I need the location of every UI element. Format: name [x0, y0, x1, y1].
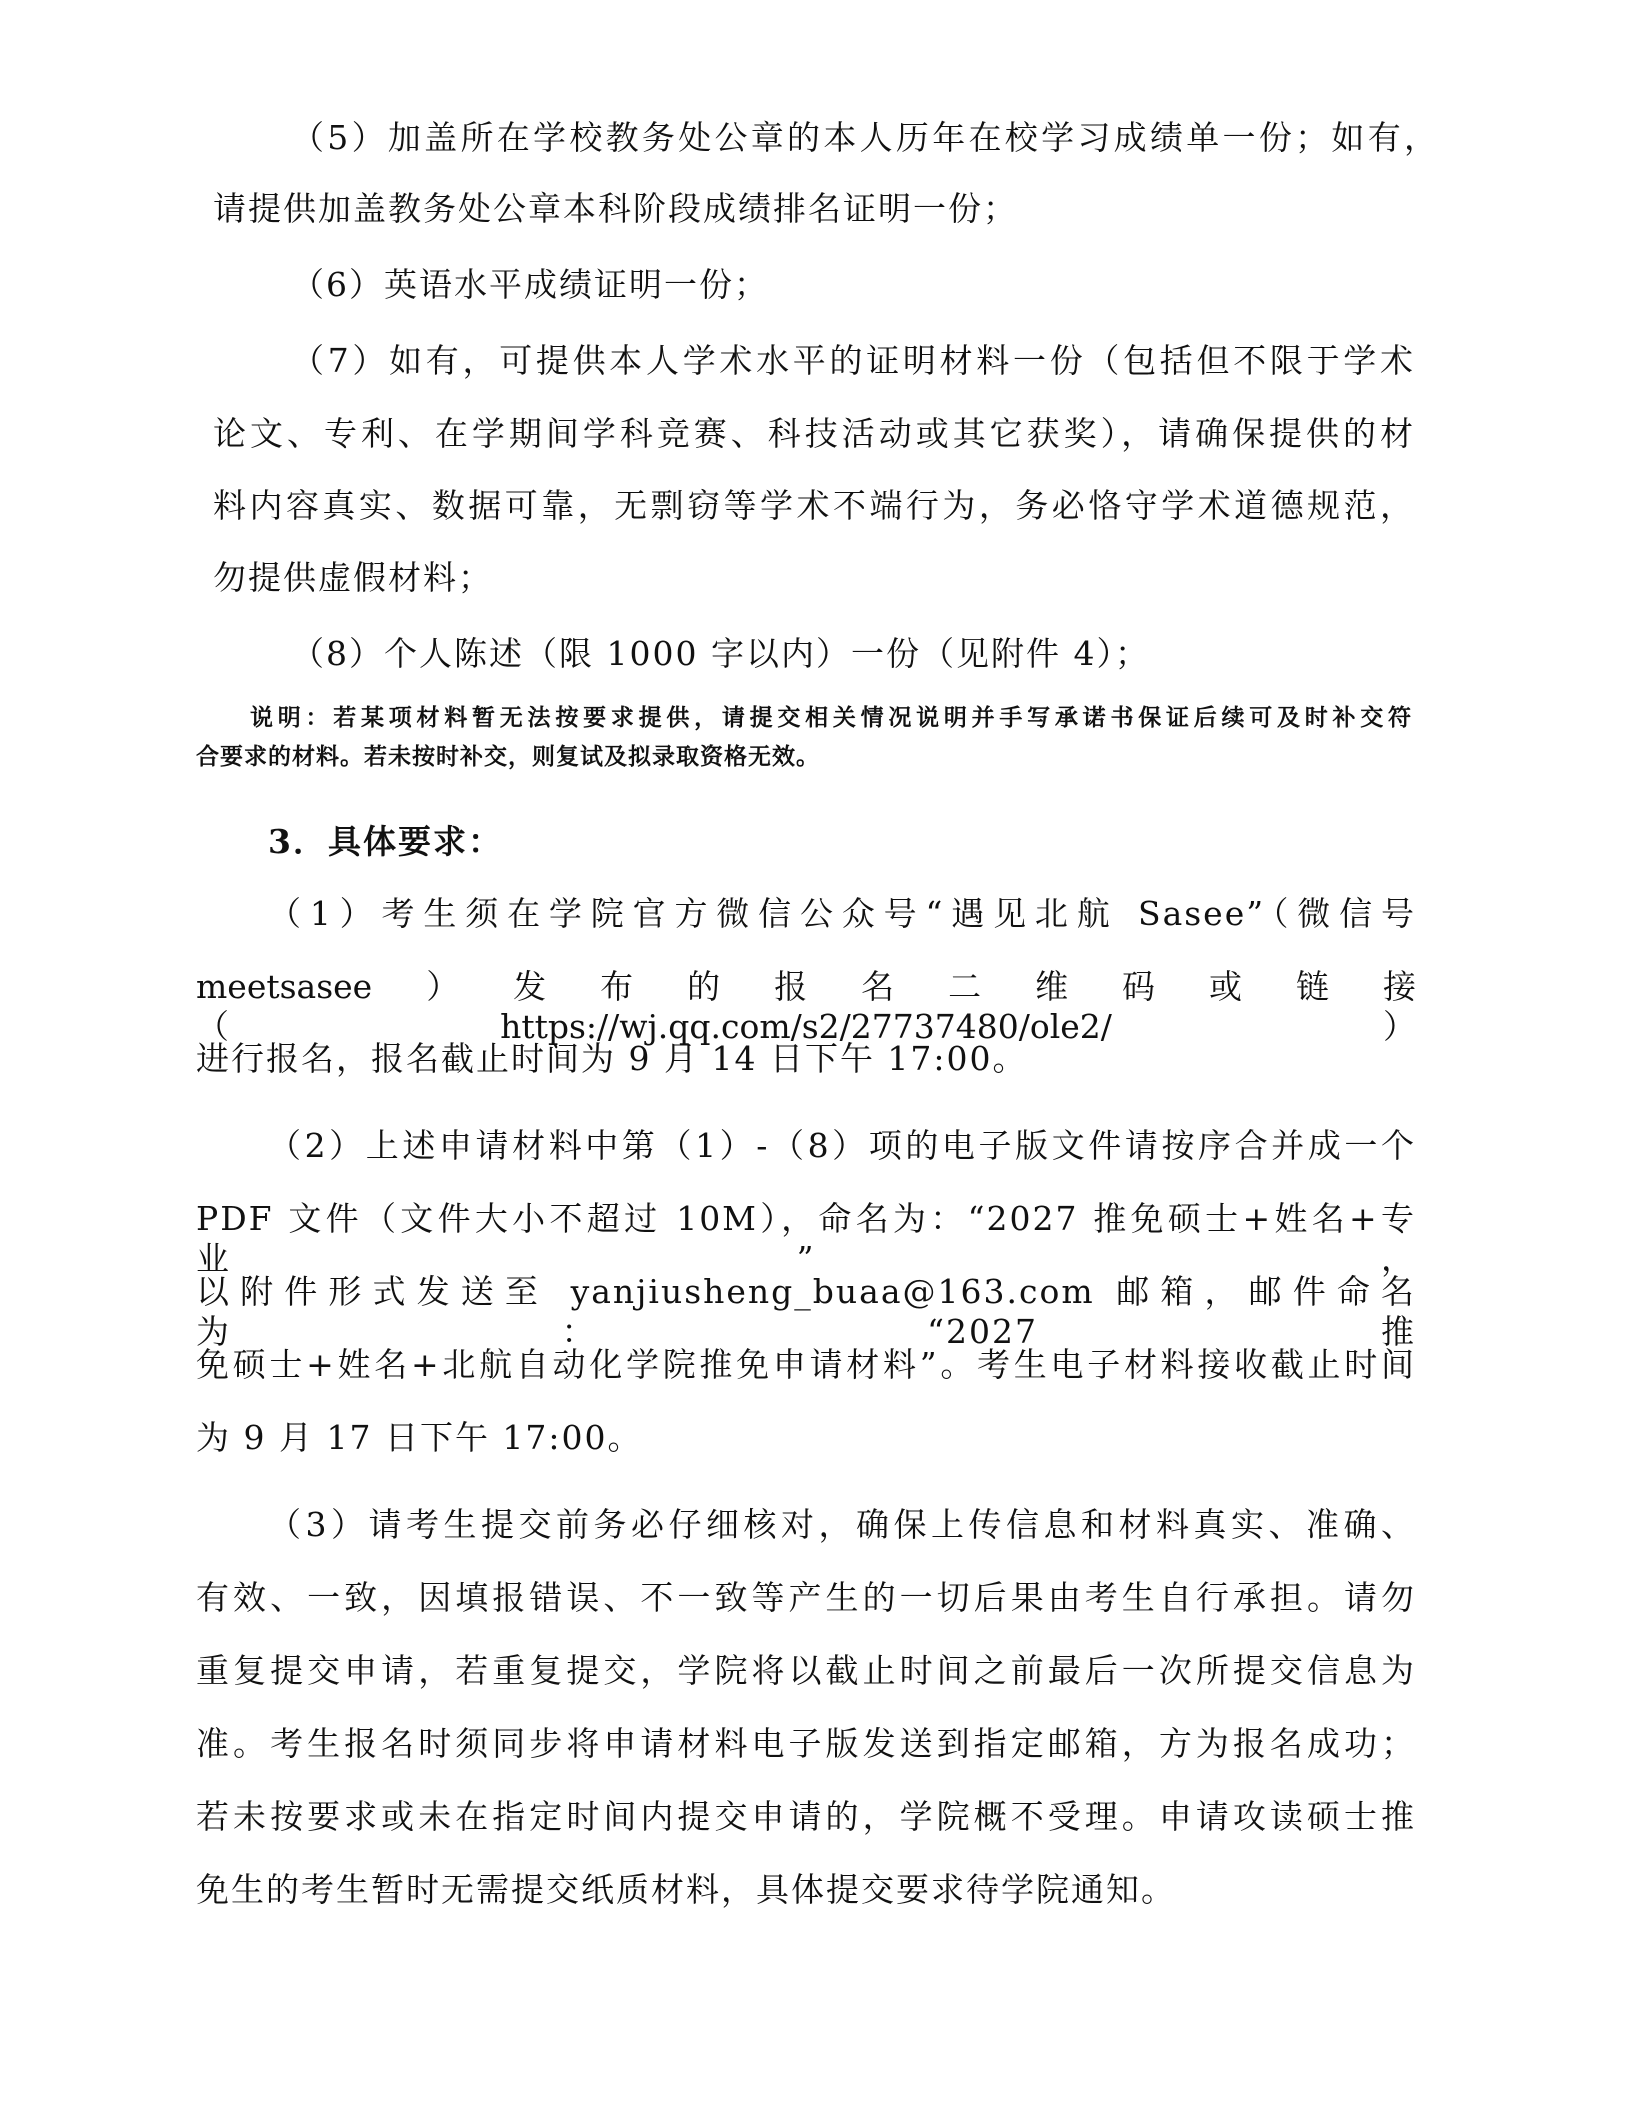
req-1-line-2: meetsasee）发布的报名二维码或链接（https://wj.qq.com/s2/27737480/ole2/） [196, 967, 1416, 1046]
req-2-line-1: （2）上述申请材料中第（1）-（8）项的电子版文件请按序合并成一个 [268, 1126, 1416, 1165]
item-5-line-1: （5）加盖所在学校教务处公章的本人历年在校学习成绩单一份；如有， [291, 118, 1439, 157]
req-2-line-5: 为 9 月 17 日下午 17:00。 [196, 1418, 643, 1457]
item-7-line-3: 料内容真实、数据可靠，无剽窃等学术不端行为，务必恪守学术道德规范， [213, 486, 1415, 525]
req-3-line-2: 有效、一致，因填报错误、不一致等产生的一切后果由考生自行承担。请勿 [196, 1578, 1416, 1617]
req-2-line-2: PDF 文件（文件大小不超过 10M），命名为：“2027 推免硕士+姓名+专业”， [196, 1199, 1416, 1278]
item-7-line-4: 勿提供虚假材料； [213, 558, 493, 597]
req-1-line-3: 进行报名，报名截止时间为 9 月 14 日下午 17:00。 [196, 1039, 1028, 1078]
req-3-line-4: 准。考生报名时须同步将申请材料电子版发送到指定邮箱，方为报名成功； [196, 1724, 1416, 1763]
item-7-line-1: （7）如有，可提供本人学术水平的证明材料一份（包括但不限于学术 [291, 341, 1415, 380]
req-3-line-3: 重复提交申请，若重复提交，学院将以截止时间之前最后一次所提交信息为 [196, 1651, 1416, 1690]
item-5-line-2: 请提供加盖教务处公章本科阶段成绩排名证明一份； [213, 189, 1018, 228]
note-line-1: 说明：若某项材料暂无法按要求提供，请提交相关情况说明并手写承诺书保证后续可及时补交符 [250, 705, 1412, 731]
req-1-line-1: （1）考生须在学院官方微信公众号“遇见北航 Sasee”（微信号 [268, 894, 1416, 933]
req-2-line-4: 免硕士+姓名+北航自动化学院推免申请材料”。考生电子材料接收截止时间 [196, 1345, 1416, 1384]
req-2-line-3: 以附件形式发送至 yanjiusheng_buaa@163.com 邮箱，邮件命名为：“2027 推 [196, 1272, 1416, 1351]
section-3-heading: 3．具体要求： [268, 822, 503, 861]
req-3-line-1: （3）请考生提交前务必仔细核对，确保上传信息和材料真实、准确、 [268, 1505, 1416, 1544]
req-3-line-5: 若未按要求或未在指定时间内提交申请的，学院概不受理。申请攻读硕士推 [196, 1797, 1416, 1836]
note-line-2: 合要求的材料。若未按时补交，则复试及拟录取资格无效。 [196, 744, 820, 770]
item-8: （8）个人陈述（限 1000 字以内）一份（见附件 4）； [291, 634, 1150, 673]
item-6: （6）英语水平成绩证明一份； [291, 265, 769, 304]
req-3-line-6: 免生的考生暂时无需提交纸质材料，具体提交要求待学院通知。 [196, 1870, 1176, 1909]
item-7-line-2: 论文、专利、在学期间学科竞赛、科技活动或其它获奖），请确保提供的材 [213, 414, 1415, 453]
